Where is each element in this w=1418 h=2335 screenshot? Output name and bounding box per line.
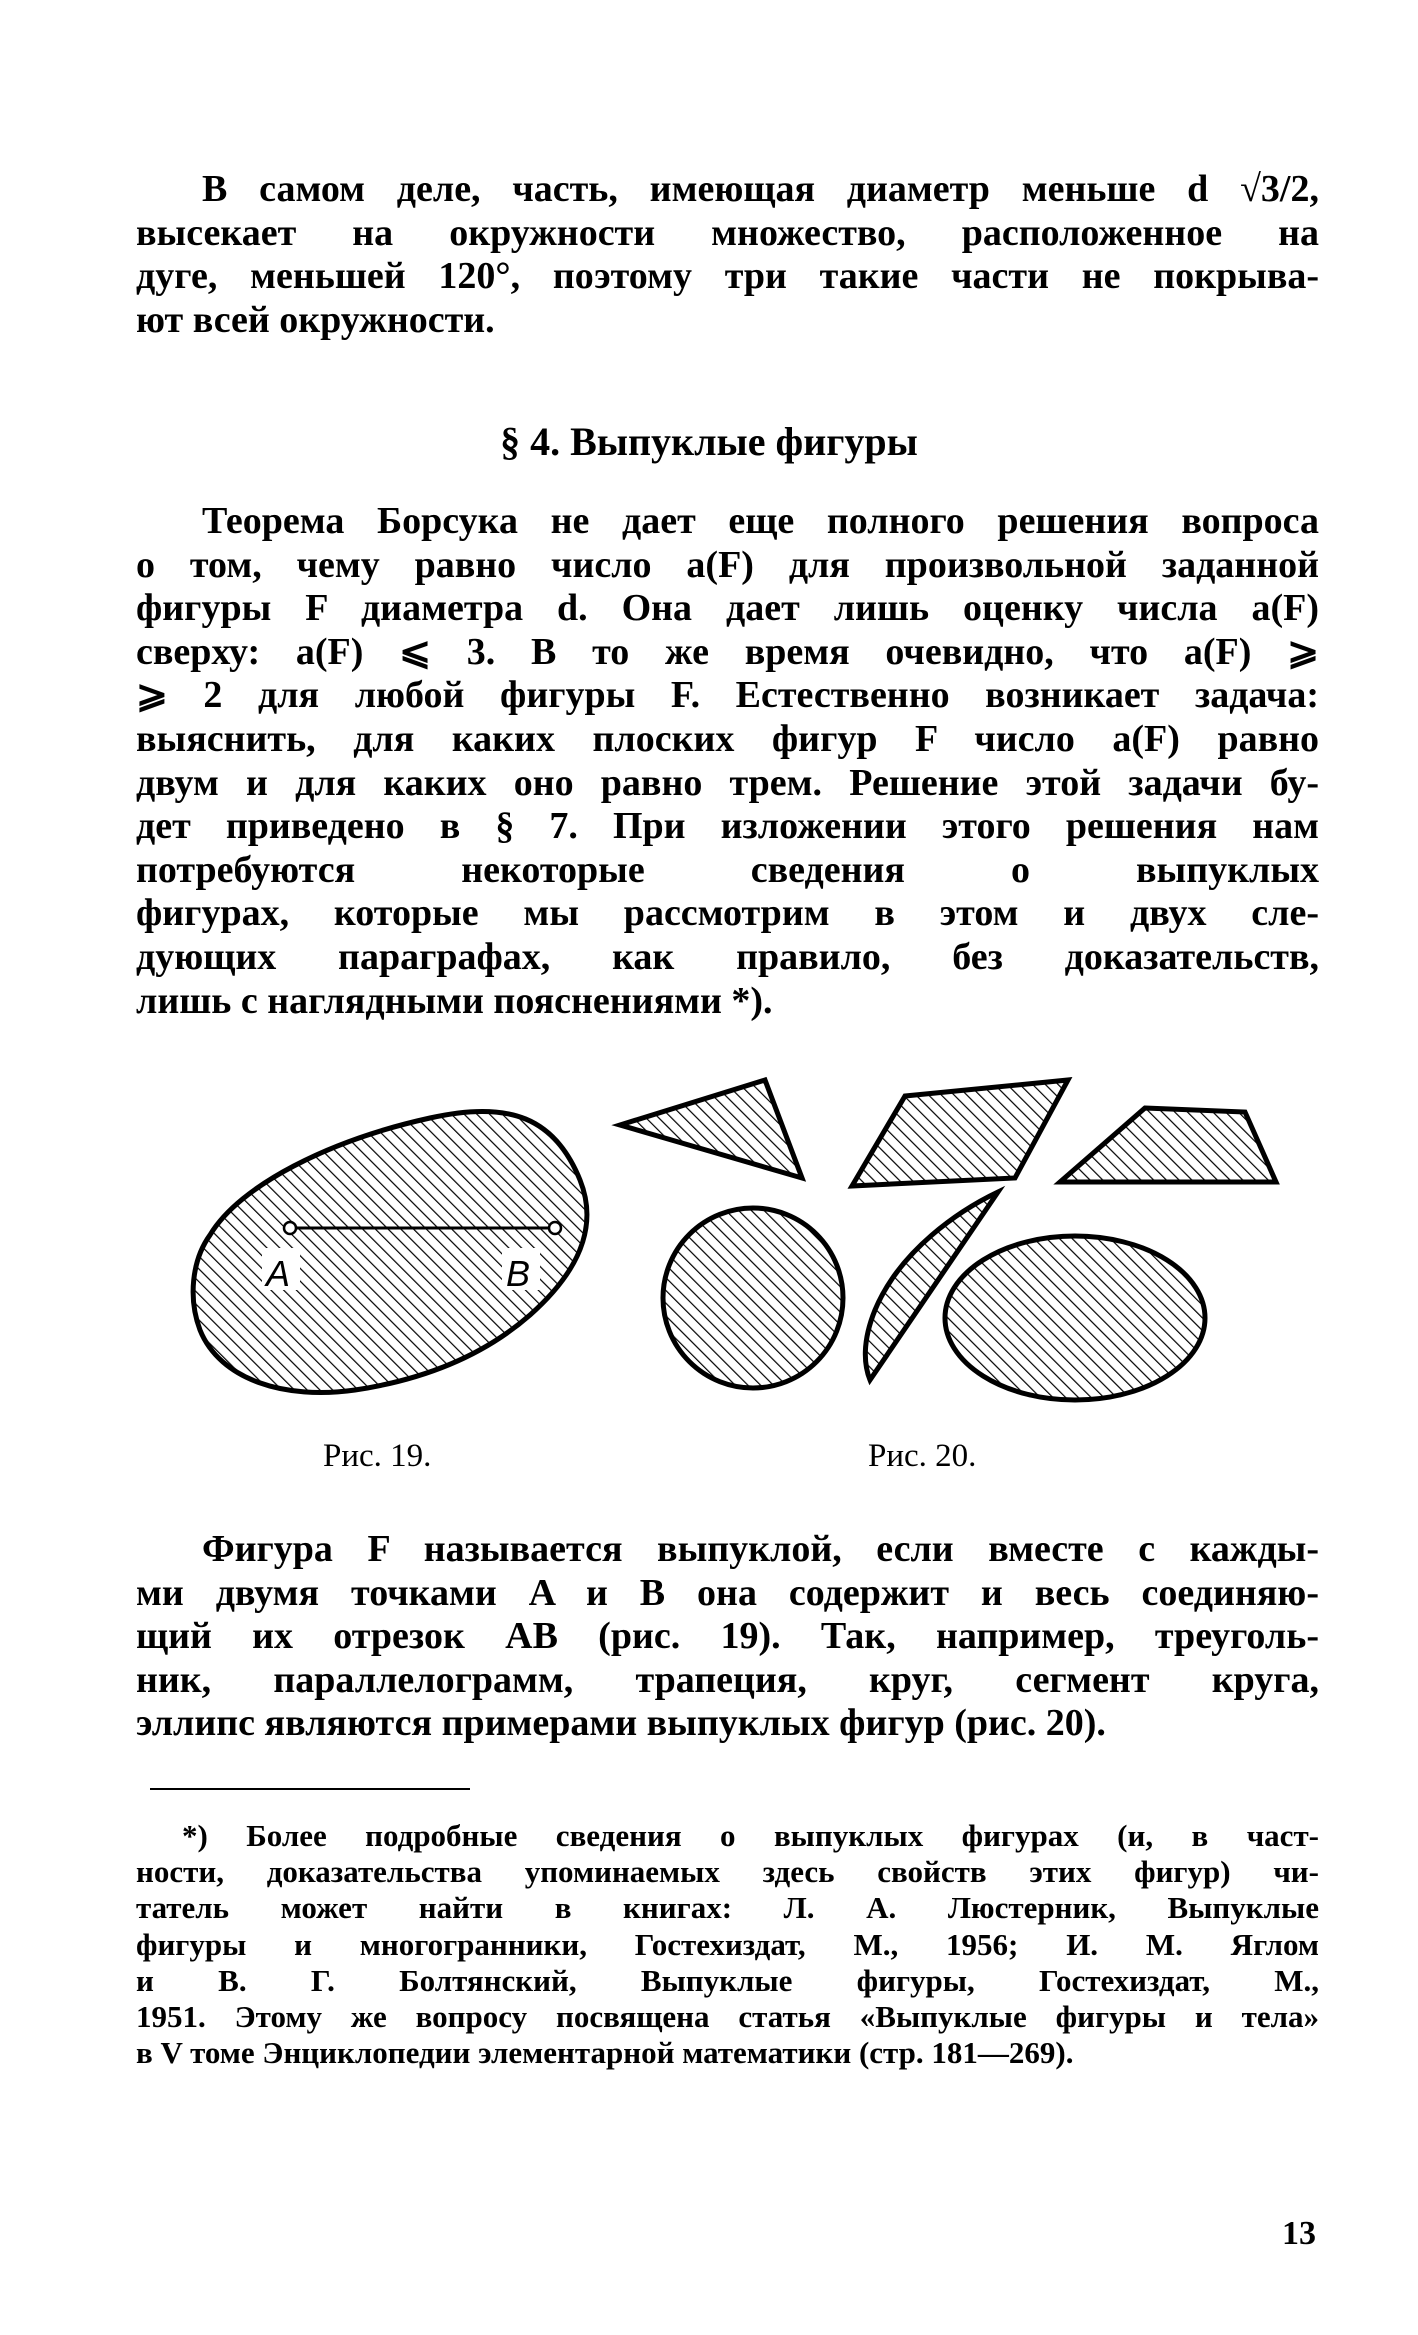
text-line: потребуются некоторые сведения о выпуклых <box>136 848 1319 891</box>
footnote-divider <box>150 1788 470 1790</box>
text-line: выяснить, для каких плоских фигур F число a(F) равно <box>136 717 1319 760</box>
parallelogram-shape <box>852 1080 1068 1186</box>
footnote-line: фигуры и многогранники, Гостехиздат, М., 1956; И. М. Яглом <box>136 1926 1319 1962</box>
text-line: фигуры F диаметра d. Она дает лишь оценку числа a(F) <box>136 587 1319 630</box>
figures-panel <box>180 1060 1330 1460</box>
footnote <box>136 1818 1319 2071</box>
point-a-marker <box>284 1222 296 1234</box>
text-line: Теорема Борсука не дает еще полного решения вопроса <box>202 500 1319 542</box>
text-line: эллипс являются примерами выпуклых фигур (рис. 20). <box>136 1702 1106 1745</box>
figure-19-caption: Рис. 19. <box>323 1438 432 1474</box>
text-line: дующих параграфах, как правило, без доказательств, <box>136 935 1319 978</box>
text-line: В самом деле, часть, имеющая диаметр меньше d √3/2, <box>202 168 1319 210</box>
point-b-marker <box>549 1222 561 1234</box>
footnote-line: в V томе Энциклопедии элементарной математики (стр. 181—269). <box>136 2035 1074 2071</box>
text-line: лишь с наглядными пояснениями *). <box>136 979 773 1022</box>
figure-20-caption: Рис. 20. <box>868 1438 977 1474</box>
figure-19 <box>193 1111 587 1392</box>
text-line: ми двумя точками A и B она содержит и весь соединяю- <box>136 1571 1319 1614</box>
paragraph-1 <box>136 168 1319 342</box>
footnote-line: и В. Г. Болтянский, Выпуклые фигуры, Гостехиздат, М., <box>136 1962 1319 1998</box>
text-line: фигурах, которые мы рассмотрим в этом и двух сле- <box>136 892 1319 935</box>
triangle-shape <box>620 1080 802 1178</box>
footnote-line: татель может найти в книгах: Л. А. Люстерник, Выпуклые <box>136 1890 1319 1926</box>
text-line: ник, параллелограмм, трапеция, круг, сегмент круга, <box>136 1658 1319 1701</box>
text-line: двум и для каких оно равно трем. Решение этой задачи бу- <box>136 761 1319 804</box>
point-b-label: B <box>506 1253 531 1294</box>
trapezoid-shape <box>1060 1108 1276 1182</box>
text-line: ⩾ 2 для любой фигуры F. Естественно возникает задача: <box>136 674 1319 717</box>
text-line: щий их отрезок AB (рис. 19). Так, например, треуголь- <box>136 1615 1319 1658</box>
text-line: дет приведено в § 7. При изложении этого решения нам <box>136 805 1319 848</box>
paragraph-3 <box>136 1528 1319 1746</box>
ellipse-shape <box>945 1236 1205 1400</box>
circle-shape <box>663 1208 843 1388</box>
text-line: высекает на окружности множество, расположенное на <box>136 211 1319 254</box>
footnote-line: 1951. Этому же вопросу посвящена статья «Выпуклые фигуры и тела» <box>136 1999 1319 2035</box>
text-line: дуге, меньшей 120°, поэтому три такие части не покрыва- <box>136 255 1319 298</box>
text-line: ют всей окружности. <box>136 298 495 341</box>
point-a-label: A <box>266 1253 291 1294</box>
footnote-line: ности, доказательства упоминаемых здесь свойств этих фигур) чи- <box>136 1854 1319 1890</box>
footnote-line: *) Более подробные сведения о выпуклых фигурах (и, в част- <box>182 1818 1319 1853</box>
section-heading: § 4. Выпуклые фигуры <box>500 419 918 464</box>
page-number: 13 <box>1282 2215 1316 2252</box>
text-line: Фигура F называется выпуклой, если вместе с кажды- <box>202 1528 1319 1570</box>
text-line: о том, чему равно число a(F) для произвольной заданной <box>136 543 1319 586</box>
text-line: сверху: a(F) ⩽ 3. В то же время очевидно, что a(F) ⩾ <box>136 630 1319 673</box>
paragraph-2 <box>136 500 1319 1023</box>
